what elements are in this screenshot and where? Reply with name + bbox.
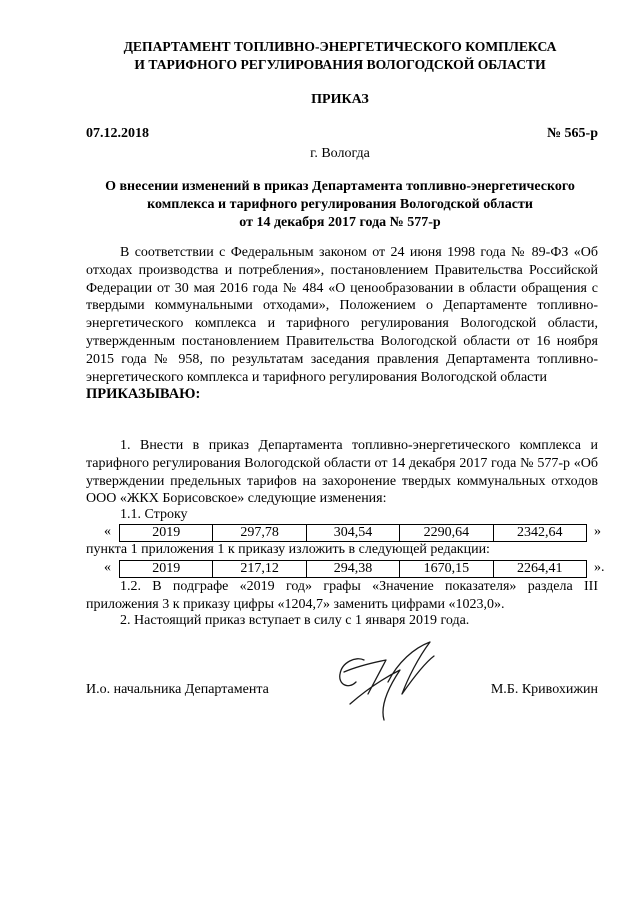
table-cell: 1670,15 bbox=[400, 561, 493, 578]
preamble-text: В соответствии с Федеральным законом от 24 июня 1998 года № 89-ФЗ «Об отходах производства и потребления», постановлением Правительства Российской Федерации от 30 мая 2016 года № 484 «О ценообразовании в области обращения с твердыми коммунальными отходами», Положением о Департаменте топливно-энергетического комплекса и тарифного регулирования Вологодской области, утвержденным постановлением Правительства Вологодской области от 16 ноября 2015 года № 958, по результатам заседания правления Департамента топливно-энергетического комплекса и тарифного регулирования Вологодской области bbox=[86, 245, 598, 385]
item2-text: 2. Настоящий приказ вступает в силу с 1 января 2019 года. bbox=[120, 613, 470, 628]
quote-open: « bbox=[104, 560, 111, 575]
city: г. Вологда bbox=[310, 146, 370, 161]
order-number: № 565-р bbox=[546, 126, 598, 141]
table-cell: 217,12 bbox=[213, 561, 306, 578]
order-word: ПРИКАЗЫВАЮ: bbox=[86, 386, 201, 403]
quote-close: » bbox=[594, 524, 601, 539]
signature-icon bbox=[318, 632, 448, 724]
table-cell: 2019 bbox=[120, 525, 213, 542]
preamble-block bbox=[86, 244, 598, 404]
item1-2-block bbox=[86, 578, 598, 614]
between-text: пункта 1 приложения 1 к приказу изложить в следующей редакции: bbox=[86, 542, 490, 557]
table-row bbox=[120, 561, 587, 578]
item1-2-text: 1.2. В подграфе «2019 год» графы «Значение показателя» раздела III приложения 3 к приказу цифры «1204,7» заменить цифрами «1023,0». bbox=[86, 579, 598, 612]
table-cell: 294,38 bbox=[306, 561, 399, 578]
subject-line1: О внесении изменений в приказ Департамента топливно-энергетического bbox=[105, 179, 575, 194]
item1-text: 1. Внести в приказ Департамента топливно-энергетического комплекса и тарифного регулирования Вологодской области от 14 декабря 2017 года № 577-р «Об утверждении предельных тарифов на захоронение твердых коммунальных отходов ООО «ЖКХ Борисовское» следующие изменения: bbox=[86, 438, 598, 507]
table-row bbox=[120, 525, 587, 542]
table-cell: 304,54 bbox=[306, 525, 399, 542]
subject-line2: комплекса и тарифного регулирования Вологодской области bbox=[147, 197, 533, 212]
table-cell: 2264,41 bbox=[493, 561, 586, 578]
table-cell: 2290,64 bbox=[400, 525, 493, 542]
item1-block bbox=[86, 437, 598, 508]
org-name-line1: ДЕПАРТАМЕНТ ТОПЛИВНО-ЭНЕРГЕТИЧЕСКОГО КОМПЛЕКСА bbox=[123, 39, 557, 54]
subject-line3: от 14 декабря 2017 года № 577-р bbox=[239, 215, 441, 230]
order-date: 07.12.2018 bbox=[86, 126, 149, 141]
quote-open: « bbox=[104, 524, 111, 539]
old-row-table bbox=[119, 524, 587, 542]
signer-name: М.Б. Кривохижин bbox=[490, 682, 598, 697]
table-cell: 2342,64 bbox=[493, 525, 586, 542]
table-cell: 297,78 bbox=[213, 525, 306, 542]
new-row-table bbox=[119, 560, 587, 578]
signer-position: И.о. начальника Департамента bbox=[86, 682, 269, 697]
doc-type: ПРИКАЗ bbox=[311, 92, 369, 107]
item1-1-label: 1.1. Строку bbox=[120, 507, 188, 522]
table-cell: 2019 bbox=[120, 561, 213, 578]
org-name-line2: И ТАРИФНОГО РЕГУЛИРОВАНИЯ ВОЛОГОДСКОЙ ОБЛАСТИ bbox=[134, 57, 546, 72]
quote-close-dot: ». bbox=[594, 560, 605, 575]
